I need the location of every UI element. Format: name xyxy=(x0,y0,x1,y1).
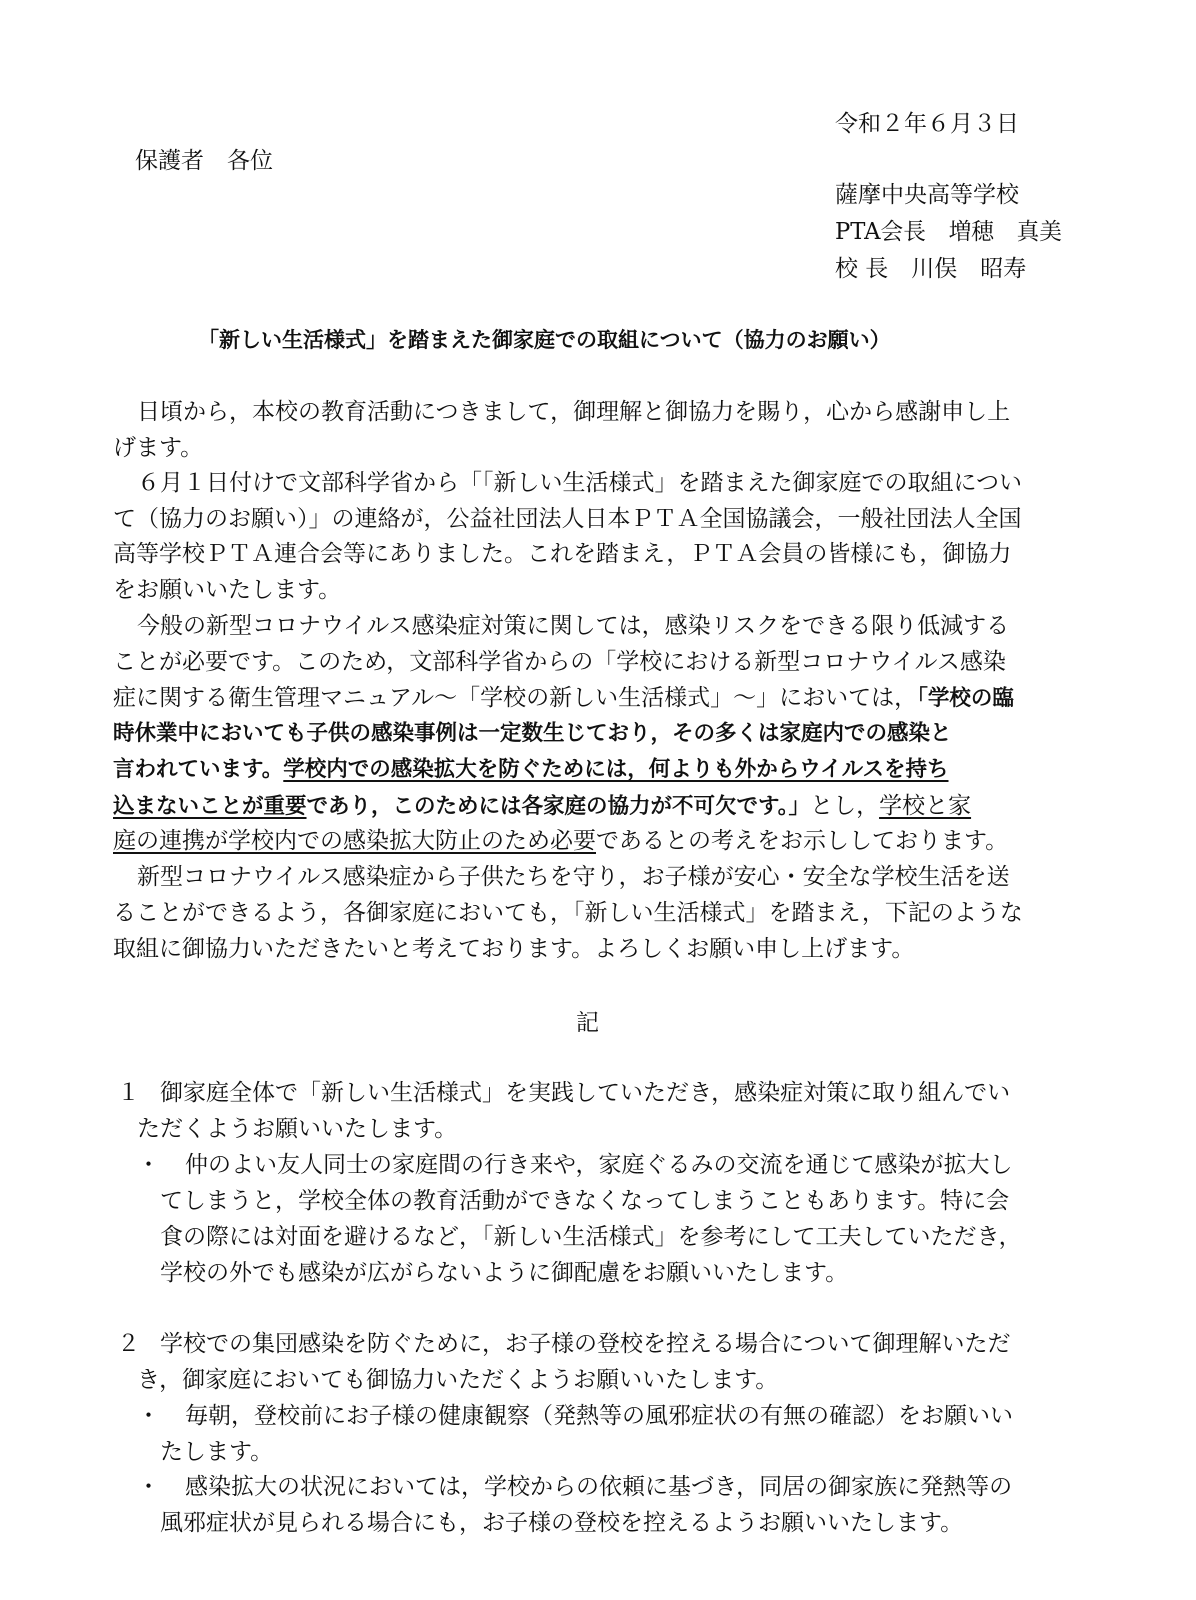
p3-line6-regular: とし， xyxy=(810,793,880,819)
p3-line7-underlined: 庭の連携が学校内での感染拡大防止のため必要 xyxy=(113,828,596,854)
p2-line2: て（協力のお願い）」の連絡が，公益社団法人日本ＰＴＡ全国協議会，一般社団法人全国 xyxy=(113,506,1022,532)
p3-line1: 今般の新型コロナウイルス感染症対策に関しては，感染リスクをできる限り低減する xyxy=(137,613,1010,639)
p3-line7-regular: であるとの考えをお示ししております。 xyxy=(596,828,1009,854)
ki-heading: 記 xyxy=(576,1010,599,1036)
item-number: １ xyxy=(117,1080,140,1106)
sender-pta-president: PTA会長 増穂 真美 xyxy=(835,219,1062,245)
sender-principal: 校 長 川俣 昭寿 xyxy=(835,256,1027,282)
bullet-line: 風邪症状が見られる場合にも，お子様の登校を控えるようお願いいたします。 xyxy=(160,1510,964,1536)
p2-line3: 高等学校ＰＴＡ連合会等にありました。これを踏まえ，ＰＴＡ会員の皆様にも，御協力 xyxy=(113,541,1012,567)
item-line: 御家庭全体で「新しい生活様式」を実践していただき，感染症対策に取り組んでい xyxy=(160,1080,1011,1106)
p4-line2: ることができるよう，各御家庭においても，「新しい生活様式」を踏まえ，下記のような xyxy=(113,900,1023,926)
p3-line3 xyxy=(113,687,1014,710)
bullet-mark: ・ xyxy=(137,1403,160,1429)
bullet-line: たします。 xyxy=(160,1439,274,1465)
p3-line4-emphasis: 時休業中においても子供の感染事例は一定数生じており，その多くは家庭内での感染と xyxy=(113,721,952,746)
p4-line3: 取組に御協力いただきたいと考えております。よろしくお願い申し上げます。 xyxy=(113,936,915,962)
p3-line7 xyxy=(113,830,1008,853)
p3-line6-underlined: 込まないことが重要 xyxy=(113,794,307,819)
p1-line2: げます。 xyxy=(113,435,204,461)
p1-line1: 日頃から，本校の教育活動につきまして，御理解と御協力を賜り，心から感謝申し上 xyxy=(137,399,1011,425)
p4-line1: 新型コロナウイルス感染症から子供たちを守り，お子様が安心・安全な学校生活を送 xyxy=(137,864,1010,890)
bullet-line: 感染拡大の状況においては，学校からの依頼に基づき，同居の御家族に発熱等の xyxy=(185,1474,1013,1500)
p2-line1: ６月１日付けで文部科学省から「「新しい生活様式」を踏まえた御家庭での取組につい xyxy=(137,470,1023,496)
bullet-line: 仲のよい友人同士の家庭間の行き来や，家庭ぐるみの交流を通じて感染が拡大し xyxy=(185,1152,1013,1178)
document-date: 令和２年６月３日 xyxy=(835,111,1019,137)
bullet-line: 毎朝，登校前にお子様の健康観察（発熱等の風邪症状の有無の確認）をお願いい xyxy=(185,1403,1013,1429)
p3-line6-underlined-end: 学校と家 xyxy=(879,793,972,819)
bullet-line: 食の際には対面を避けるなど，「新しい生活様式」を参考にして工夫していただき， xyxy=(160,1224,1022,1250)
p3-line5 xyxy=(113,759,949,781)
sender-school: 薩摩中央高等学校 xyxy=(835,182,1019,208)
p3-line3-emphasis: 「学校の臨 xyxy=(917,686,1014,711)
p3-line2: ことが必要です。このため，文部科学省からの「学校における新型コロナウイルス感染 xyxy=(113,649,1006,675)
p2-line4: をお願いいたします。 xyxy=(113,577,342,603)
bullet-line: 学校の外でも感染が広がらないように御配慮をお願いいたします。 xyxy=(160,1260,849,1286)
p3-line5-emphasis: 言われています。 xyxy=(113,757,284,782)
recipient: 保護者 各位 xyxy=(135,148,273,174)
item-line: 学校での集団感染を防ぐために，お子様の登校を控える場合について御理解いただ xyxy=(160,1331,1011,1357)
bullet-line: てしまうと，学校全体の教育活動ができなくなってしまうこともあります。特に会 xyxy=(160,1188,1010,1214)
item-line: ただくようお願いいたします。 xyxy=(137,1116,458,1142)
item-number: ２ xyxy=(117,1331,140,1357)
p3-line5-underlined: 学校内での感染拡大を防ぐためには，何よりも外からウイルスを持ち xyxy=(283,757,949,782)
bullet-mark: ・ xyxy=(137,1474,160,1500)
item-line: き，御家庭においても御協力いただくようお願いいたします。 xyxy=(137,1367,779,1393)
p3-line3-regular: 症に関する衛生管理マニュアル～「学校の新しい生活様式」～」においては， xyxy=(113,685,918,711)
p3-line6 xyxy=(113,795,971,818)
bullet-mark: ・ xyxy=(137,1152,160,1178)
document-title: 「新しい生活様式」を踏まえた御家庭での取組について（協力のお願い） xyxy=(198,328,891,352)
p3-line6-emphasis: であり，このためには各家庭の協力が不可欠です。」 xyxy=(306,794,811,819)
